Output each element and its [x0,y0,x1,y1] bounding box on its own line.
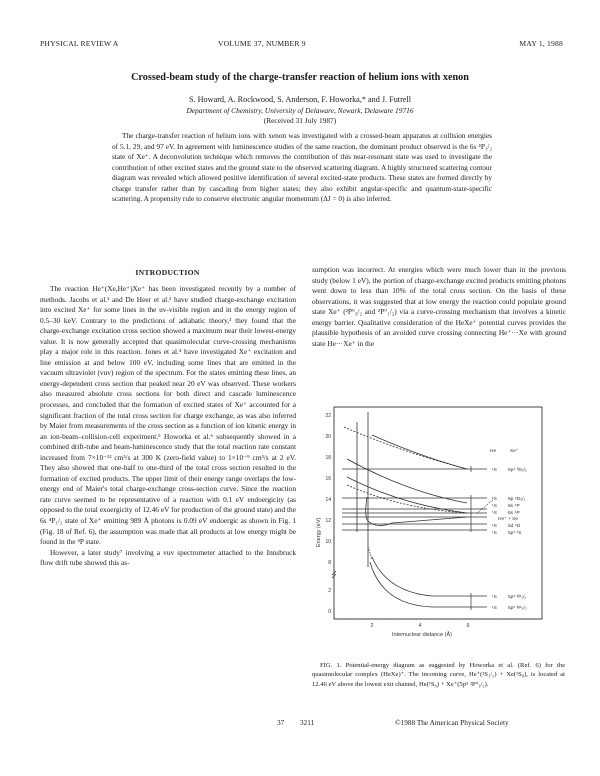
body-column-right [312,265,566,349]
abstract: The charge-transfer reaction of helium ions with xenon was investigated with a crossed-beam apparatus at collision energies of 5.1, 29, and 97 eV. In agreement with luminescence studies of the same reaction, the dominant product observed is the 6s ⁴P₁/₂ state of Xe⁺. A deconvolution technique which removes the contribution of this near-resonant state was used to investigate the contribution of other excited states and the ground state to the observed scattering diagram. A highly structured scattering contour diagram was revealed which allowed positive identification of several excited-state products. These states are formed directly by charge transfer rather than by cascading from higher states; they also exhibit angular-specific and quantum-state-specific scattering. A propensity rule to conserve electronic angular momentum (ΔJ = 0) is also inferred. [112,131,492,203]
body-column-left [40,284,296,569]
y-tick: 14 [325,497,331,503]
footer-volume: 37 [277,718,285,727]
potential-energy-diagram [312,397,570,641]
level-label: ¹S [492,606,497,611]
level-label: ¹S [492,595,497,600]
y-tick: 12 [325,518,331,524]
y-tick: 8 [328,560,331,566]
affiliation: Department of Chemistry, University of Delaware, Newark, Delaware 19716 [186,106,414,115]
level-label: 5d ⁴D [508,524,521,529]
column-header-he: He [490,449,497,454]
journal-name: PHYSICAL REVIEW A [40,39,119,48]
figure-caption: FIG. 1. Potential-energy diagram as suggested by Howorka et al. (Ref. 6) for the quasimolecular complex (HeXe)⁺. The incoming curve, He⁺(²S₁/₂) + Xe(¹S₀), is located at 12.46 eV above the lowest exit channel, He(¹S₀) + Xe⁺(5p⁵ ²P°₃/₂). [312,662,565,688]
level-label: ¹S [492,504,497,509]
footer-copyright: ©1988 The American Physical Society [395,718,509,727]
level-label: ¹S [492,497,497,502]
y-tick: 20 [325,434,331,440]
level-label: 6p ⁴D₅/₂ [508,497,526,502]
paragraph: The reaction He⁺(Xe,He⁺)Xe⁺ has been investigated recently by a number of methods. Jacobs et al.¹ and De Heer et al.² have studied charge-exchange excitation into excited Xe⁺ for some lines in the uv-visible region and in the energy region of 0.5–30 keV. Contrary to the predictions of adiabatic theory,³ they found that the charge-exchange excitation cross section showed a maximum near their lowest-energy value. It is now generally accepted that quasimolecular curve-crossing mechanisms play a major role in this reaction. Jones et al.⁴ have investigated Xe⁺ excitation and line emission at and below 100 eV, including some lines that are emitted in the vacuum ultraviolet (vuv) region of the spectrum. For the states emitting these lines, an energy-dependent cross section that peaked near 20 eV was observed. These workers also measured absolute cross sections for both direct and cascade luminescence processes, and concluded that the formation of excited states of Xe⁺ accounted for a significant fraction of the total cross section for charge exchange, as was also inferred by Maier from measurements of the cross section as a function of ion kinetic energy in an ion-beam–collision-cell experiment.⁵ Howorka et al.⁶ subsequently showed in a combined drift-tube and beam-luminescence study that the total reaction rate constant increased from 7×10⁻¹² cm³/s at 300 K (zero-field value) to 1×10⁻⁹ cm³/s at 2 eV. They also showed that one-half to one-third of the total cross section resulted in the formation of excited products. The upper limit of their energy range overlaps the low-energy end of Maier's total charge-exchange cross-section curve. Since the reaction rate curve seemed to be representative of a reaction with 0.1 eV endoergicity (as opposed to the total exoergicity of 12.46 eV for production of the ground state) and the 6s ⁴P₁/₂ state of Xe⁺ emitting 989 Å photons is 0.09 eV endoergic as shown in Fig. 1 (Fig. 18 of Ref. 6), the assumption was made that all products at low energy might be found in the ⁴P state. [40,284,296,547]
level-label: 6s ⁴P [508,511,520,516]
running-head [40,39,563,51]
y-tick: 0 [328,609,331,615]
level-label: ¹S [492,524,497,529]
page-footer [0,718,600,730]
level-label: 5p⁵ ²P₃/₂ [508,606,527,611]
level-label: 6s ⁴P [508,504,520,509]
y-tick: 2 [328,588,331,594]
x-axis-label: Internuclear distance (Å) [392,632,452,638]
x-tick: 4 [418,623,422,629]
y-tick: 18 [325,455,331,461]
potential-energy-figure [312,397,570,641]
received-date: (Received 31 July 1987) [263,116,337,125]
volume-number: VOLUME 37, NUMBER 9 [218,39,306,48]
y-tick: 22 [325,413,331,419]
level-label: He⁺ + Xe [498,517,518,522]
paragraph: sumption was incorrect. At energies which were much lower than in the previous study (below 1 eV), the portion of charge-exchange excited products emitting photons went down to less than 10% of the total cross section. On the basis of these observations, it was suggested that at low energy the reaction could populate ground state Xe⁺ (²P°₃/₂ and ²P°₁/₂) via a curve-crossing mechanism that involves a kinetic energy barrier. Qualitative consideration of the HeXe⁺ potential curves provides the plausible hypothesis of an avoided curve crossing connecting He⁺···Xe with ground state He···Xe⁺ in the [312,265,566,348]
y-axis-label: Energy (eV) [316,517,322,547]
section-heading-introduction: INTRODUCTION [135,268,200,277]
x-tick: 6 [466,623,470,629]
level-label: 5p⁵ ²S [508,531,522,536]
footer-page-number: 3211 [300,718,315,727]
paper-title: Crossed-beam study of the charge-transfer reaction of helium ions with xenon [131,72,469,83]
x-tick: 2 [370,623,374,629]
level-label: 5p⁵ ²P₁/₂ [508,595,527,600]
level-label: ¹S [492,511,497,516]
level-label: 5p⁴ ³D₅/₂ [508,468,527,473]
paragraph: However, a later study⁷ involving a vuv spectrometer attached to the Innsbruck flow drift tube showed this as- [40,547,296,568]
level-label: ¹S [492,468,497,473]
author-list: S. Howard, A. Rockwood, S. Anderson, F. Howorka,* and J. Futrell [189,95,411,104]
y-tick: 16 [325,476,331,482]
column-header-xe: Xe⁺ [510,449,519,454]
issue-date: MAY 1, 1988 [519,39,563,48]
y-tick: 10 [325,539,331,545]
level-label: ¹S [492,531,497,536]
